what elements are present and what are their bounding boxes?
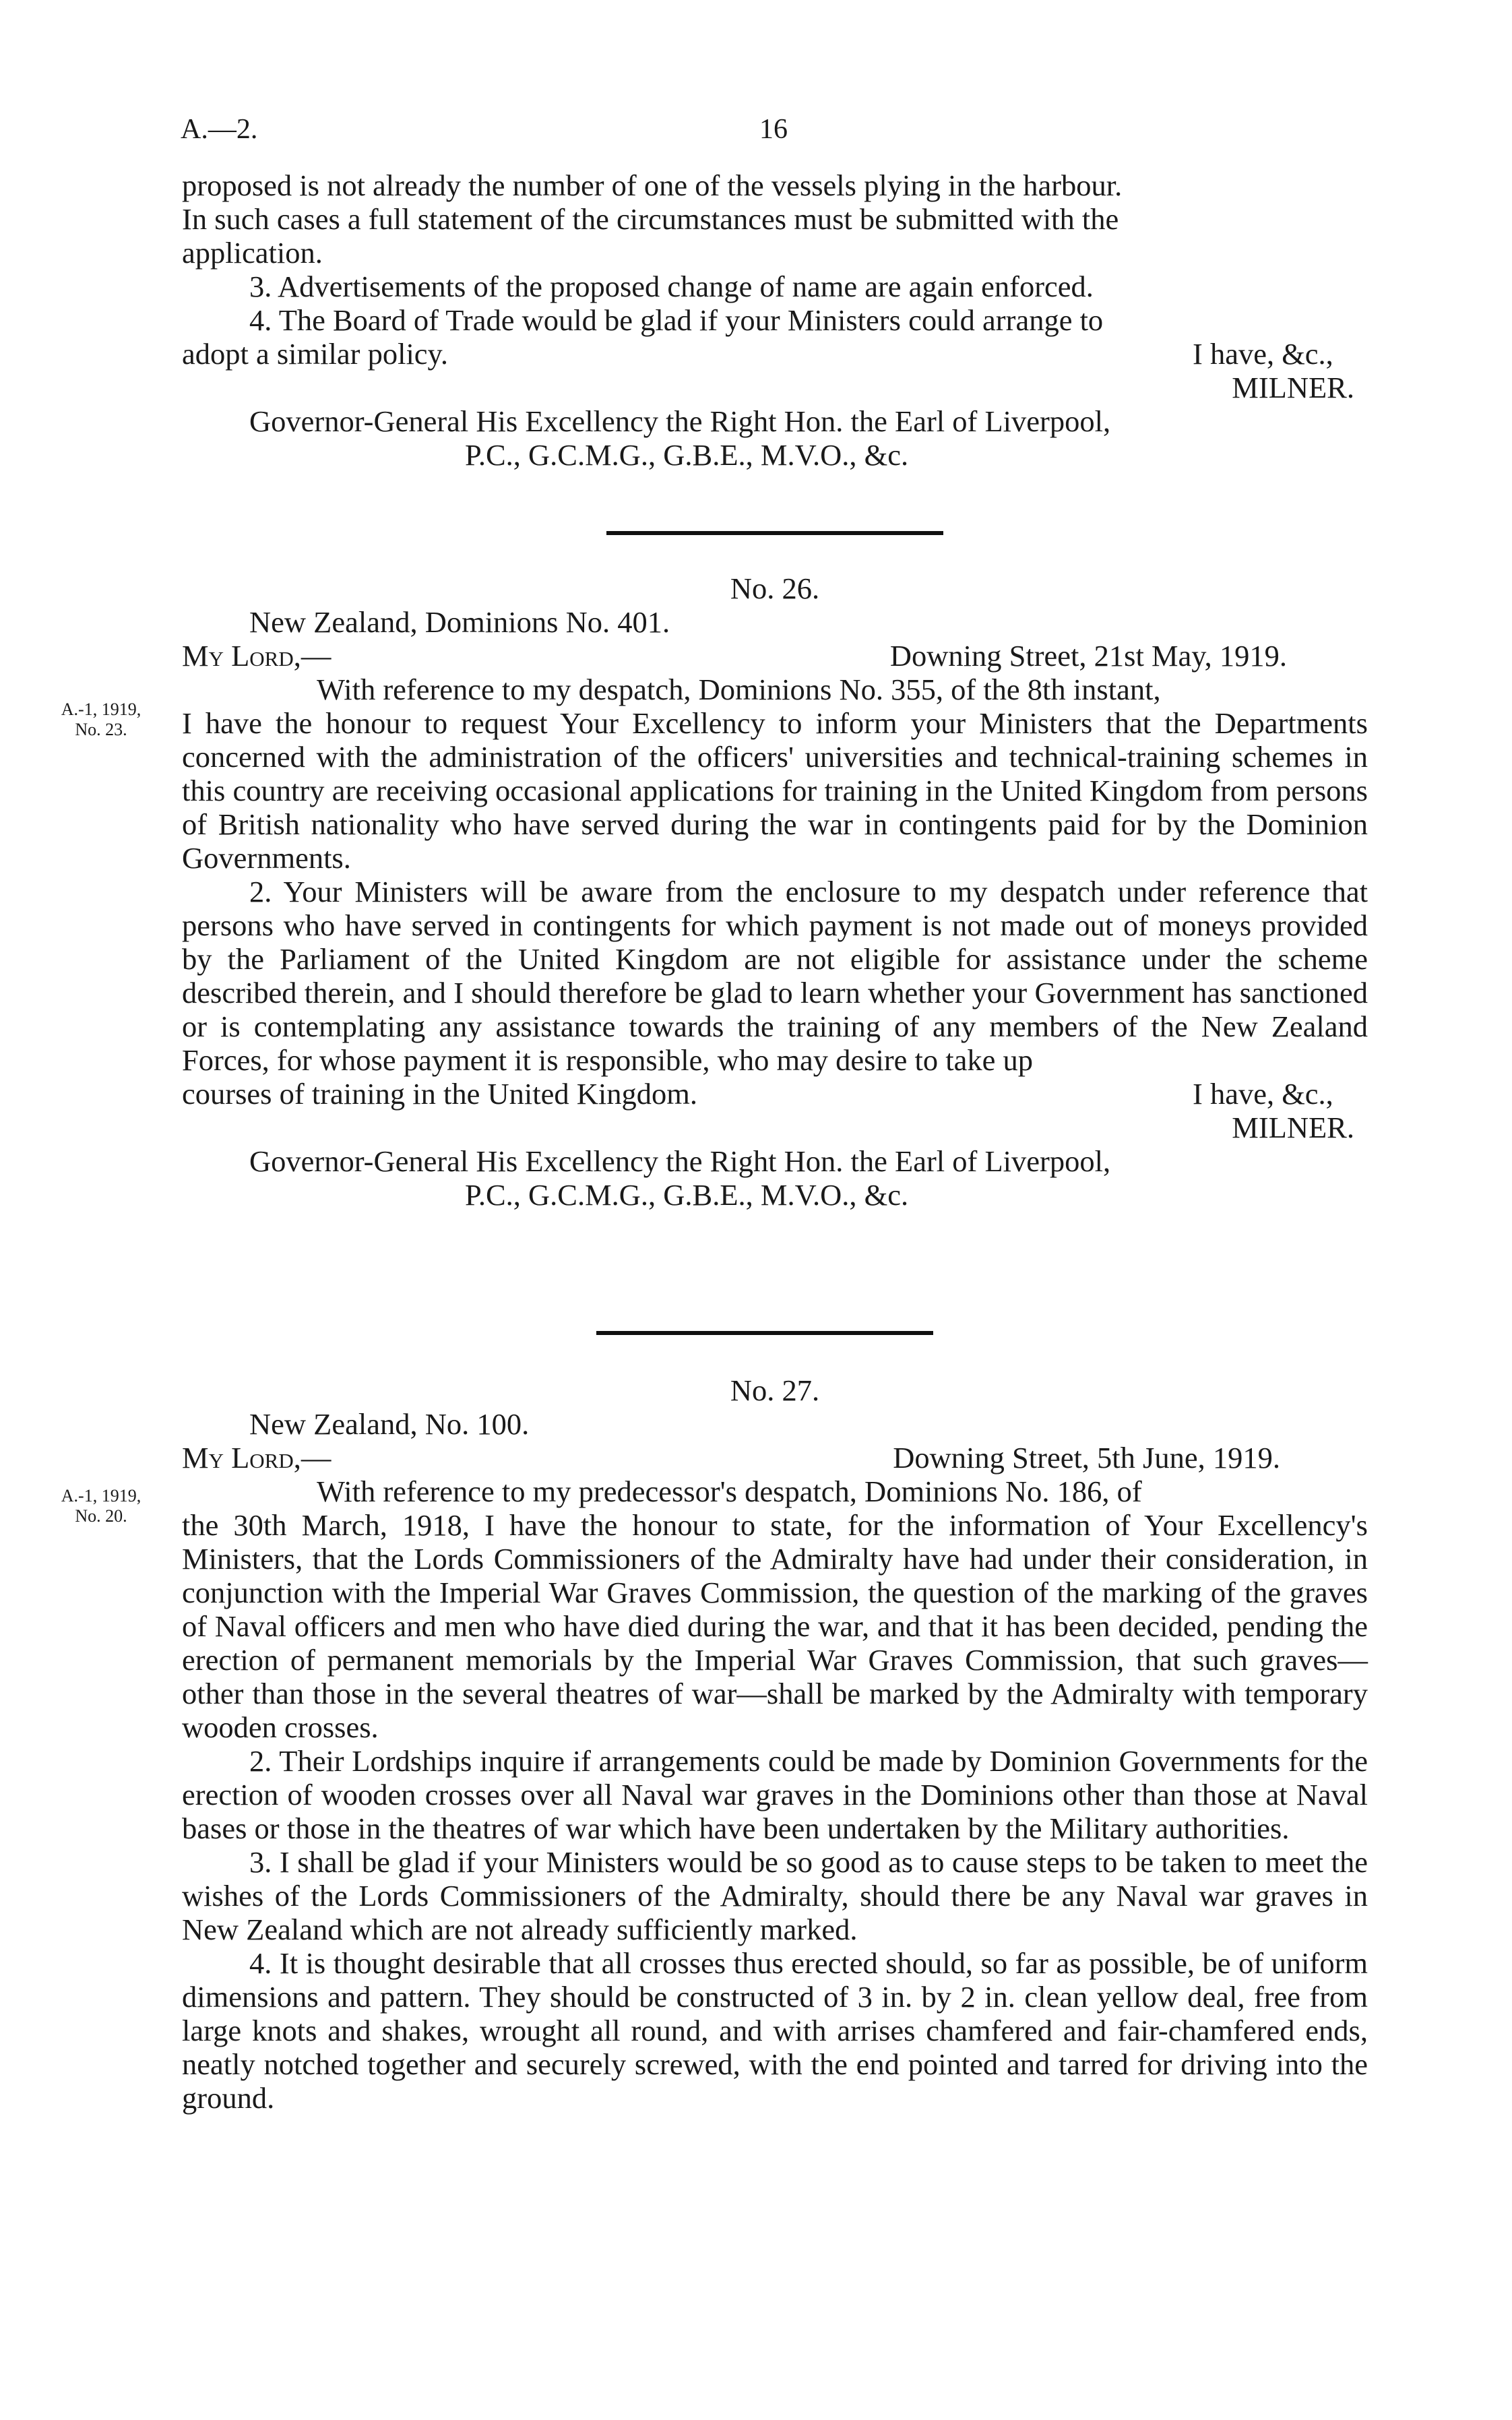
closing-row: [182, 337, 1368, 371]
margin-reference: A.-1, 1919, No. 23.: [61, 700, 141, 739]
paragraph-2: 2. Their Lordships inquire if arrangements could be made by Dominion Governments for the erection of wooden crosses over all Naval war graves in the Dominions other than those at Naval bases or those in the theatres of war which have been undertaken by the Military authorities.: [182, 1744, 1368, 1845]
dominion-reference: New Zealand, No. 100.: [249, 1407, 530, 1441]
paragraph-1: the 30th March, 1918, I have the honour to state, for the information of Your Excellency's Ministers, that the Lords Commissioners of the Admiralty have had under their consideration, in conjunction with the Imperial War Graves Commission, the question of the marking of the graves of Naval officers and men who have died during the war, and that it has been decided, pending the erection of permanent memorials by the Imperial War Graves Commission, that such graves—other than those in the several theatres of war—shall be marked by the Admiralty with temporary wooden crosses.: [182, 1508, 1368, 1744]
margin-reference: A.-1, 1919, No. 20.: [61, 1486, 141, 1526]
place-date: Downing Street, 5th June, 1919.: [893, 1441, 1280, 1475]
addressee-honours: P.C., G.C.M.G., G.B.E., M.V.O., &c.: [465, 438, 909, 472]
text-line: courses of training in the United Kingdom.: [182, 1077, 698, 1111]
despatch-no-27: [182, 1373, 1368, 2115]
paragraph-2: 2. Your Ministers will be aware from the enclosure to my despatch under reference that persons who have served in contingents for which payment is not made out of moneys provided by the Parliament of the United Kingdom are not eligible for assistance under the scheme described therein, and I should therefore be glad to learn whether your Government has sanctioned or is contemplating any assistance towards the training of any members of the New Zealand Forces, for whose payment it is responsible, who may desire to take up: [182, 875, 1368, 1077]
paragraph-4: 4. It is thought desirable that all crosses thus erected should, so far as possible, be of uniform dimensions and pattern. They should be constructed of 3 in. by 2 in. clean yellow deal, free from large knots and shakes, wrought all round, and with arrises chamfered and fair-chamfered ends, neatly notched together and securely screwed, with the end pointed and tarred for driving into the ground.: [182, 1946, 1368, 2115]
closing-formula: I have, &c.,: [1193, 1077, 1333, 1111]
paragraph-3: 3. I shall be glad if your Ministers would be so good as to cause steps to be taken to meet the wishes of the Lords Commissioners of the Admiralty, should there be any Naval war graves in New Zealand which are not already sufficiently marked.: [182, 1845, 1368, 1946]
text-line: In such cases a full statement of the circumstances must be submitted with the: [182, 202, 1119, 236]
dominion-reference: New Zealand, Dominions No. 401.: [249, 605, 670, 639]
text-line: proposed is not already the number of one of the vessels plying in the harbour.: [182, 168, 1123, 202]
paragraph-1-first-line: With reference to my predecessor's despatch, Dominions No. 186, of: [317, 1475, 1142, 1508]
section-divider: [596, 1331, 933, 1335]
despatch-no-26: [182, 571, 1368, 1212]
signature: MILNER.: [1232, 371, 1354, 404]
despatch-heading: No. 27.: [730, 1373, 820, 1407]
previous-despatch-continuation: [182, 168, 1368, 472]
signature: MILNER.: [1232, 1111, 1354, 1144]
addressee-honours: P.C., G.C.M.G., G.B.E., M.V.O., &c.: [465, 1178, 909, 1212]
page-number: 16: [759, 114, 788, 145]
text-line: application.: [182, 236, 323, 270]
salutation-row: [182, 1441, 1368, 1475]
place-date: Downing Street, 21st May, 1919.: [889, 639, 1287, 673]
page-header: [181, 113, 1366, 154]
parliamentary-paper-reference: A.—2.: [181, 114, 258, 145]
despatch-heading: No. 26.: [730, 571, 820, 605]
paragraph-4: 4. The Board of Trade would be glad if your Ministers could arrange to: [249, 303, 1104, 337]
paragraph-3: 3. Advertisements of the proposed change of name are again enforced.: [249, 270, 1094, 303]
addressee-line: Governor-General His Excellency the Right Hon. the Earl of Liverpool,: [249, 1144, 1111, 1178]
salutation: My Lord,—: [182, 639, 332, 673]
addressee-line: Governor-General His Excellency the Right Hon. the Earl of Liverpool,: [249, 404, 1111, 438]
closing-formula: I have, &c.,: [1193, 337, 1333, 371]
paragraph-1: I have the honour to request Your Excellency to inform your Ministers that the Departments concerned with the administration of the officers' universities and technical-training schemes in this country are receiving occasional applications for training in the United Kingdom from persons of British nationality who have served during the war in contingents paid for by the Dominion Governments.: [182, 706, 1368, 875]
salutation: My Lord,—: [182, 1441, 332, 1475]
section-divider: [606, 531, 943, 535]
closing-row: [182, 1077, 1368, 1111]
salutation-row: [182, 639, 1368, 673]
text-line: adopt a similar policy.: [182, 337, 449, 371]
paragraph-1-first-line: With reference to my despatch, Dominions No. 355, of the 8th instant,: [317, 673, 1161, 706]
